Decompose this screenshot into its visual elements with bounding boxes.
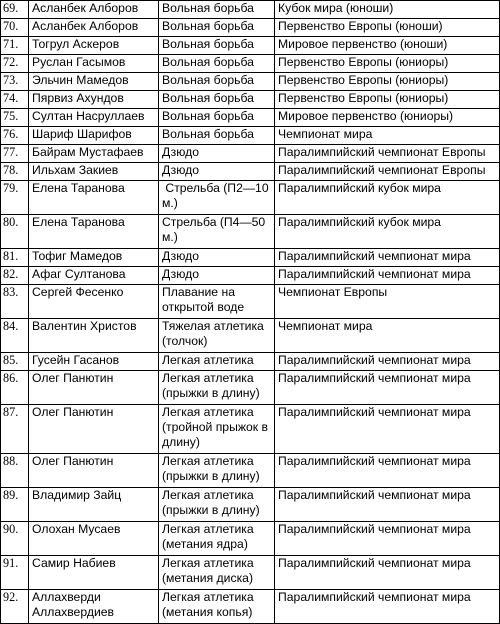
row-number: 74.	[1, 91, 29, 109]
competition: Паралимпийский чемпионат мира	[275, 371, 500, 405]
athlete-name: Олохан Мусаев	[29, 522, 159, 556]
sport-discipline: Дзюдо	[159, 163, 275, 181]
row-number: 80.	[1, 215, 29, 249]
sport-discipline: Легкая атлетика (прыжки в длину)	[159, 371, 275, 405]
competition: Паралимпийский чемпионат Европы	[275, 163, 500, 181]
competition: Мировое первенство (юноши)	[275, 37, 500, 55]
table-row	[1, 91, 500, 109]
athlete-name: Самир Набиев	[29, 556, 159, 590]
row-number: 69.	[1, 1, 29, 19]
row-number: 73.	[1, 73, 29, 91]
athlete-name: Пярвиз Ахундов	[29, 91, 159, 109]
competition: Паралимпийский чемпионат мира	[275, 267, 500, 285]
table-row	[1, 55, 500, 73]
row-number: 89.	[1, 488, 29, 522]
table-row	[1, 109, 500, 127]
competition: Первенство Европы (юниоры)	[275, 73, 500, 91]
sport-discipline: Легкая атлетика (метания копья)	[159, 590, 275, 624]
competition: Паралимпийский чемпионат мира	[275, 353, 500, 371]
sport-discipline: Вольная борьба	[159, 19, 275, 37]
athlete-name: Олег Панютин	[29, 405, 159, 454]
sport-discipline: Дзюдо	[159, 267, 275, 285]
table-row	[1, 590, 500, 624]
competition: Паралимпийский кубок мира	[275, 181, 500, 215]
competition: Чемпионат мира	[275, 127, 500, 145]
table-row	[1, 1, 500, 19]
table-row	[1, 405, 500, 454]
athlete-name: Султан Насруллаев	[29, 109, 159, 127]
sport-discipline: Легкая атлетика	[159, 353, 275, 371]
sport-discipline: Легкая атлетика (тройной прыжок в длину)	[159, 405, 275, 454]
row-number: 85.	[1, 353, 29, 371]
sport-discipline: Тяжелая атлетика (толчок)	[159, 319, 275, 353]
table-row	[1, 181, 500, 215]
competition: Первенство Европы (юноши)	[275, 19, 500, 37]
table-row	[1, 127, 500, 145]
sport-discipline: Вольная борьба	[159, 109, 275, 127]
row-number: 77.	[1, 145, 29, 163]
competition: Чемпионат мира	[275, 319, 500, 353]
table-row	[1, 73, 500, 91]
competition: Паралимпийский чемпионат мира	[275, 488, 500, 522]
row-number: 71.	[1, 37, 29, 55]
table-row	[1, 454, 500, 488]
athlete-name: Эльчин Мамедов	[29, 73, 159, 91]
sport-discipline: Вольная борьба	[159, 55, 275, 73]
competition: Паралимпийский чемпионат мира	[275, 405, 500, 454]
athlete-name: Сергей Фесенко	[29, 285, 159, 319]
sport-discipline: Легкая атлетика (метания ядра)	[159, 522, 275, 556]
row-number: 84.	[1, 319, 29, 353]
row-number: 88.	[1, 454, 29, 488]
row-number: 82.	[1, 267, 29, 285]
table-row	[1, 556, 500, 590]
athlete-name: Олег Панютин	[29, 454, 159, 488]
table-row	[1, 163, 500, 181]
competition: Паралимпийский чемпионат мира	[275, 522, 500, 556]
table-row	[1, 267, 500, 285]
competition: Паралимпийский кубок мира	[275, 215, 500, 249]
table-row	[1, 353, 500, 371]
competition: Паралимпийский чемпионат Европы	[275, 145, 500, 163]
athlete-name: Асланбек Алборов	[29, 19, 159, 37]
sport-discipline: Плавание на открытой воде	[159, 285, 275, 319]
sport-discipline: Легкая атлетика (прыжки в длину)	[159, 488, 275, 522]
table-row	[1, 215, 500, 249]
athlete-name: Валентин Христов	[29, 319, 159, 353]
athlete-name: Гусейн Гасанов	[29, 353, 159, 371]
competition: Паралимпийский чемпионат мира	[275, 556, 500, 590]
competition: Паралимпийский чемпионат мира	[275, 249, 500, 267]
competition: Кубок мира (юноши)	[275, 1, 500, 19]
row-number: 70.	[1, 19, 29, 37]
row-number: 87.	[1, 405, 29, 454]
table-row	[1, 145, 500, 163]
athlete-name: Шариф Шарифов	[29, 127, 159, 145]
table-row	[1, 319, 500, 353]
row-number: 83.	[1, 285, 29, 319]
table-row	[1, 488, 500, 522]
sport-discipline: Вольная борьба	[159, 1, 275, 19]
sport-discipline: Стрельба (П2—10 м.)	[159, 181, 275, 215]
table-row	[1, 371, 500, 405]
sport-discipline: Легкая атлетика (прыжки в длину)	[159, 454, 275, 488]
row-number: 79.	[1, 181, 29, 215]
row-number: 81.	[1, 249, 29, 267]
athlete-name: Руслан Гасымов	[29, 55, 159, 73]
competition: Паралимпийский чемпионат мира	[275, 590, 500, 624]
row-number: 78.	[1, 163, 29, 181]
competition: Чемпионат Европы	[275, 285, 500, 319]
athlete-name: Тофиг Мамедов	[29, 249, 159, 267]
competition: Паралимпийский чемпионат мира	[275, 454, 500, 488]
row-number: 86.	[1, 371, 29, 405]
sport-discipline: Вольная борьба	[159, 91, 275, 109]
athlete-name: Елена Таранова	[29, 215, 159, 249]
athlete-name: Владимир Зайц	[29, 488, 159, 522]
athlete-name: Олег Панютин	[29, 371, 159, 405]
athlete-name: Ильхам Закиев	[29, 163, 159, 181]
sport-discipline: Вольная борьба	[159, 37, 275, 55]
athlete-name: Байрам Мустафаев	[29, 145, 159, 163]
sport-discipline: Дзюдо	[159, 249, 275, 267]
sport-discipline: Вольная борьба	[159, 127, 275, 145]
table-row	[1, 522, 500, 556]
results-table-body	[1, 1, 500, 624]
sport-discipline: Вольная борьба	[159, 73, 275, 91]
athlete-name: Асланбек Алборов	[29, 1, 159, 19]
athlete-name: Тогрул Аскеров	[29, 37, 159, 55]
row-number: 72.	[1, 55, 29, 73]
table-row	[1, 285, 500, 319]
competition: Первенство Европы (юниоры)	[275, 55, 500, 73]
row-number: 76.	[1, 127, 29, 145]
competition: Мировое первенство (юниоры)	[275, 109, 500, 127]
sport-discipline: Стрельба (П4—50 м.)	[159, 215, 275, 249]
athlete-name: Елена Таранова	[29, 181, 159, 215]
athlete-name: Аллахверди Аллахвердиев	[29, 590, 159, 624]
sport-discipline: Дзюдо	[159, 145, 275, 163]
table-row	[1, 37, 500, 55]
sport-discipline: Легкая атлетика (метания диска)	[159, 556, 275, 590]
athlete-name: Афаг Султанова	[29, 267, 159, 285]
row-number: 75.	[1, 109, 29, 127]
row-number: 91.	[1, 556, 29, 590]
row-number: 92.	[1, 590, 29, 624]
competition: Первенство Европы (юниоры)	[275, 91, 500, 109]
table-row	[1, 249, 500, 267]
table-row	[1, 19, 500, 37]
row-number: 90.	[1, 522, 29, 556]
